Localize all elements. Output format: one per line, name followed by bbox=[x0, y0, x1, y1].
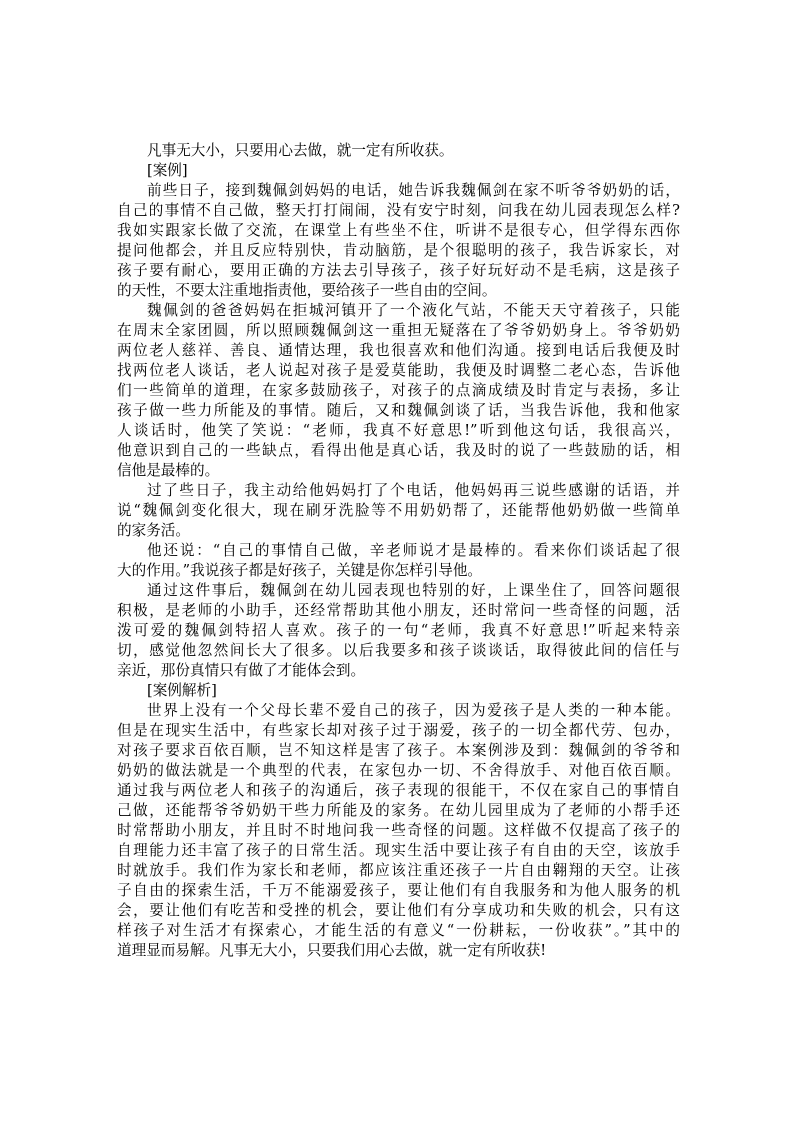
text-line: 大的作用。”我说孩子都是好孩子，关键是你怎样引导他。 bbox=[117, 562, 483, 579]
text-line: 过了些日子，我主动给他妈妈打了个电话，他妈妈再三说些感谢的话语，并 bbox=[147, 482, 680, 499]
text-line: 自理能力还丰富了孩子的日常生活。现实生活中要让孩子有自由的天空，该放手 bbox=[117, 842, 680, 859]
text-line: 但是在现实生活中，有些家长却对孩子过于溺爱，孩子的一切全都代劳、包办， bbox=[117, 722, 680, 739]
text-line: 自己的事情不自己做，整天打打闹闹，没有安宁时刻，问我在幼儿园表现怎么样? bbox=[117, 202, 680, 219]
text-line: 提问他都会，并且反应特别快，肯动脑筋，是个很聪明的孩子，我告诉家长，对 bbox=[117, 242, 680, 259]
text-line: 切，感觉他忽然间长大了很多。以后我要多和孩子谈谈话，取得彼此间的信任与 bbox=[117, 642, 680, 659]
text-line: 通过我与两位老人和孩子的沟通后，孩子表现的很能干，不仅在家自己的事情自 bbox=[117, 782, 680, 799]
text-line: 时常帮助小朋友，并且时不时地问我一些奇怪的问题。这样做不仅提高了孩子的 bbox=[117, 822, 680, 839]
text-line: 我如实跟家长做了交流，在课堂上有些坐不住，听讲不是很专心，但学得东西你 bbox=[117, 222, 680, 239]
text-line: 孩子做一些力所能及的事情。随后，又和魏佩剑谈了话，当我告诉他，我和他家 bbox=[117, 402, 680, 419]
text-line: 们一些简单的道理，在家多鼓励孩子，对孩子的点滴成绩及时肯定与表扬，多让 bbox=[117, 382, 680, 399]
text-line: 对孩子要求百依百顺，岂不知这样是害了孩子。本案例涉及到：魏佩剑的爷爷和 bbox=[117, 742, 680, 759]
text-line: 奶奶的做法就是一个典型的代表，在家包办一切、不舍得放手、对他百依百顺。 bbox=[117, 762, 680, 779]
text-line: 亲近，那份真情只有做了才能体会到。 bbox=[117, 662, 366, 679]
text-line: 找两位老人谈话，老人说起对孩子是爱莫能助，我便及时调整二老心态，告诉他 bbox=[117, 362, 680, 379]
text-line: 通过这件事后，魏佩剑在幼儿园表现也特别的好，上课坐住了，回答问题很 bbox=[147, 582, 680, 599]
text-line: [案例] bbox=[147, 162, 188, 179]
text-line: [案例解析] bbox=[147, 682, 217, 699]
text-line: 己做，还能帮爷爷奶奶干些力所能及的家务。在幼儿园里成为了老师的小帮手还 bbox=[117, 802, 680, 819]
text-line: 孩子要有耐心，要用正确的方法去引导孩子，孩子好玩好动不是毛病，这是孩子 bbox=[117, 262, 680, 279]
text-line: 他还说：“自己的事情自己做，辛老师说才是最棒的。看来你们谈话起了很 bbox=[147, 542, 680, 559]
text-line: 子自由的探索生活，千万不能溺爱孩子，要让他们有自我服务和为他人服务的机 bbox=[117, 882, 680, 899]
text-line: 信他是最棒的。 bbox=[117, 462, 220, 479]
text-line: 样孩子对生活才有探索心，才能生活的有意义“一份耕耘，一份收获”。”其中的 bbox=[117, 922, 680, 939]
text-line: 凡事无大小，只要用心去做，就一定有所收获。 bbox=[147, 142, 454, 159]
text-line: 积极，是老师的小助手，还经常帮助其他小朋友，还时常问一些奇怪的问题，活 bbox=[117, 602, 680, 619]
text-line: 前些日子，接到魏佩剑妈妈的电话，她告诉我魏佩剑在家不听爷爷奶奶的话， bbox=[147, 182, 680, 199]
text-line: 他意识到自己的一些缺点，看得出他是真心话，我及时的说了一些鼓励的话，相 bbox=[117, 442, 680, 459]
text-line: 泼可爱的魏佩剑特招人喜欢。孩子的一句“老师，我真不好意思!”听起来特亲 bbox=[117, 622, 680, 639]
text-line: 人谈话时，他笑了笑说：“老师，我真不好意思!”听到他这句话，我很高兴， bbox=[117, 422, 680, 439]
text-line: 魏佩剑的爸爸妈妈在拒城河镇开了一个液化气站，不能天天守着孩子，只能 bbox=[147, 302, 680, 319]
text-line: 世界上没有一个父母长辈不爱自己的孩子，因为爱孩子是人类的一种本能。 bbox=[147, 702, 680, 719]
document-body bbox=[117, 141, 680, 961]
text-line: 说“魏佩剑变化很大，现在刷牙洗脸等不用奶奶帮了，还能帮他奶奶做一些简单 bbox=[117, 502, 680, 519]
text-line: 两位老人慈祥、善良、通情达理，我也很喜欢和他们沟通。接到电话后我便及时 bbox=[117, 342, 680, 359]
text-line: 的天性，不要太注重地指责他，要给孩子一些自由的空间。 bbox=[117, 282, 497, 299]
text-line: 道理显而易解。凡事无大小，只要我们用心去做，就一定有所收获! bbox=[117, 942, 547, 959]
text-line: 时就放手。我们作为家长和老师，都应该注重还孩子一片自由翱翔的天空。让孩 bbox=[117, 862, 680, 879]
text-line: 在周末全家团圆，所以照顾魏佩剑这一重担无疑落在了爷爷奶奶身上。爷爷奶奶 bbox=[117, 322, 680, 339]
text-line: 会，要让他们有吃苦和受挫的机会，要让他们有分享成功和失败的机会，只有这 bbox=[117, 902, 680, 919]
text-line: 的家务活。 bbox=[117, 522, 190, 539]
